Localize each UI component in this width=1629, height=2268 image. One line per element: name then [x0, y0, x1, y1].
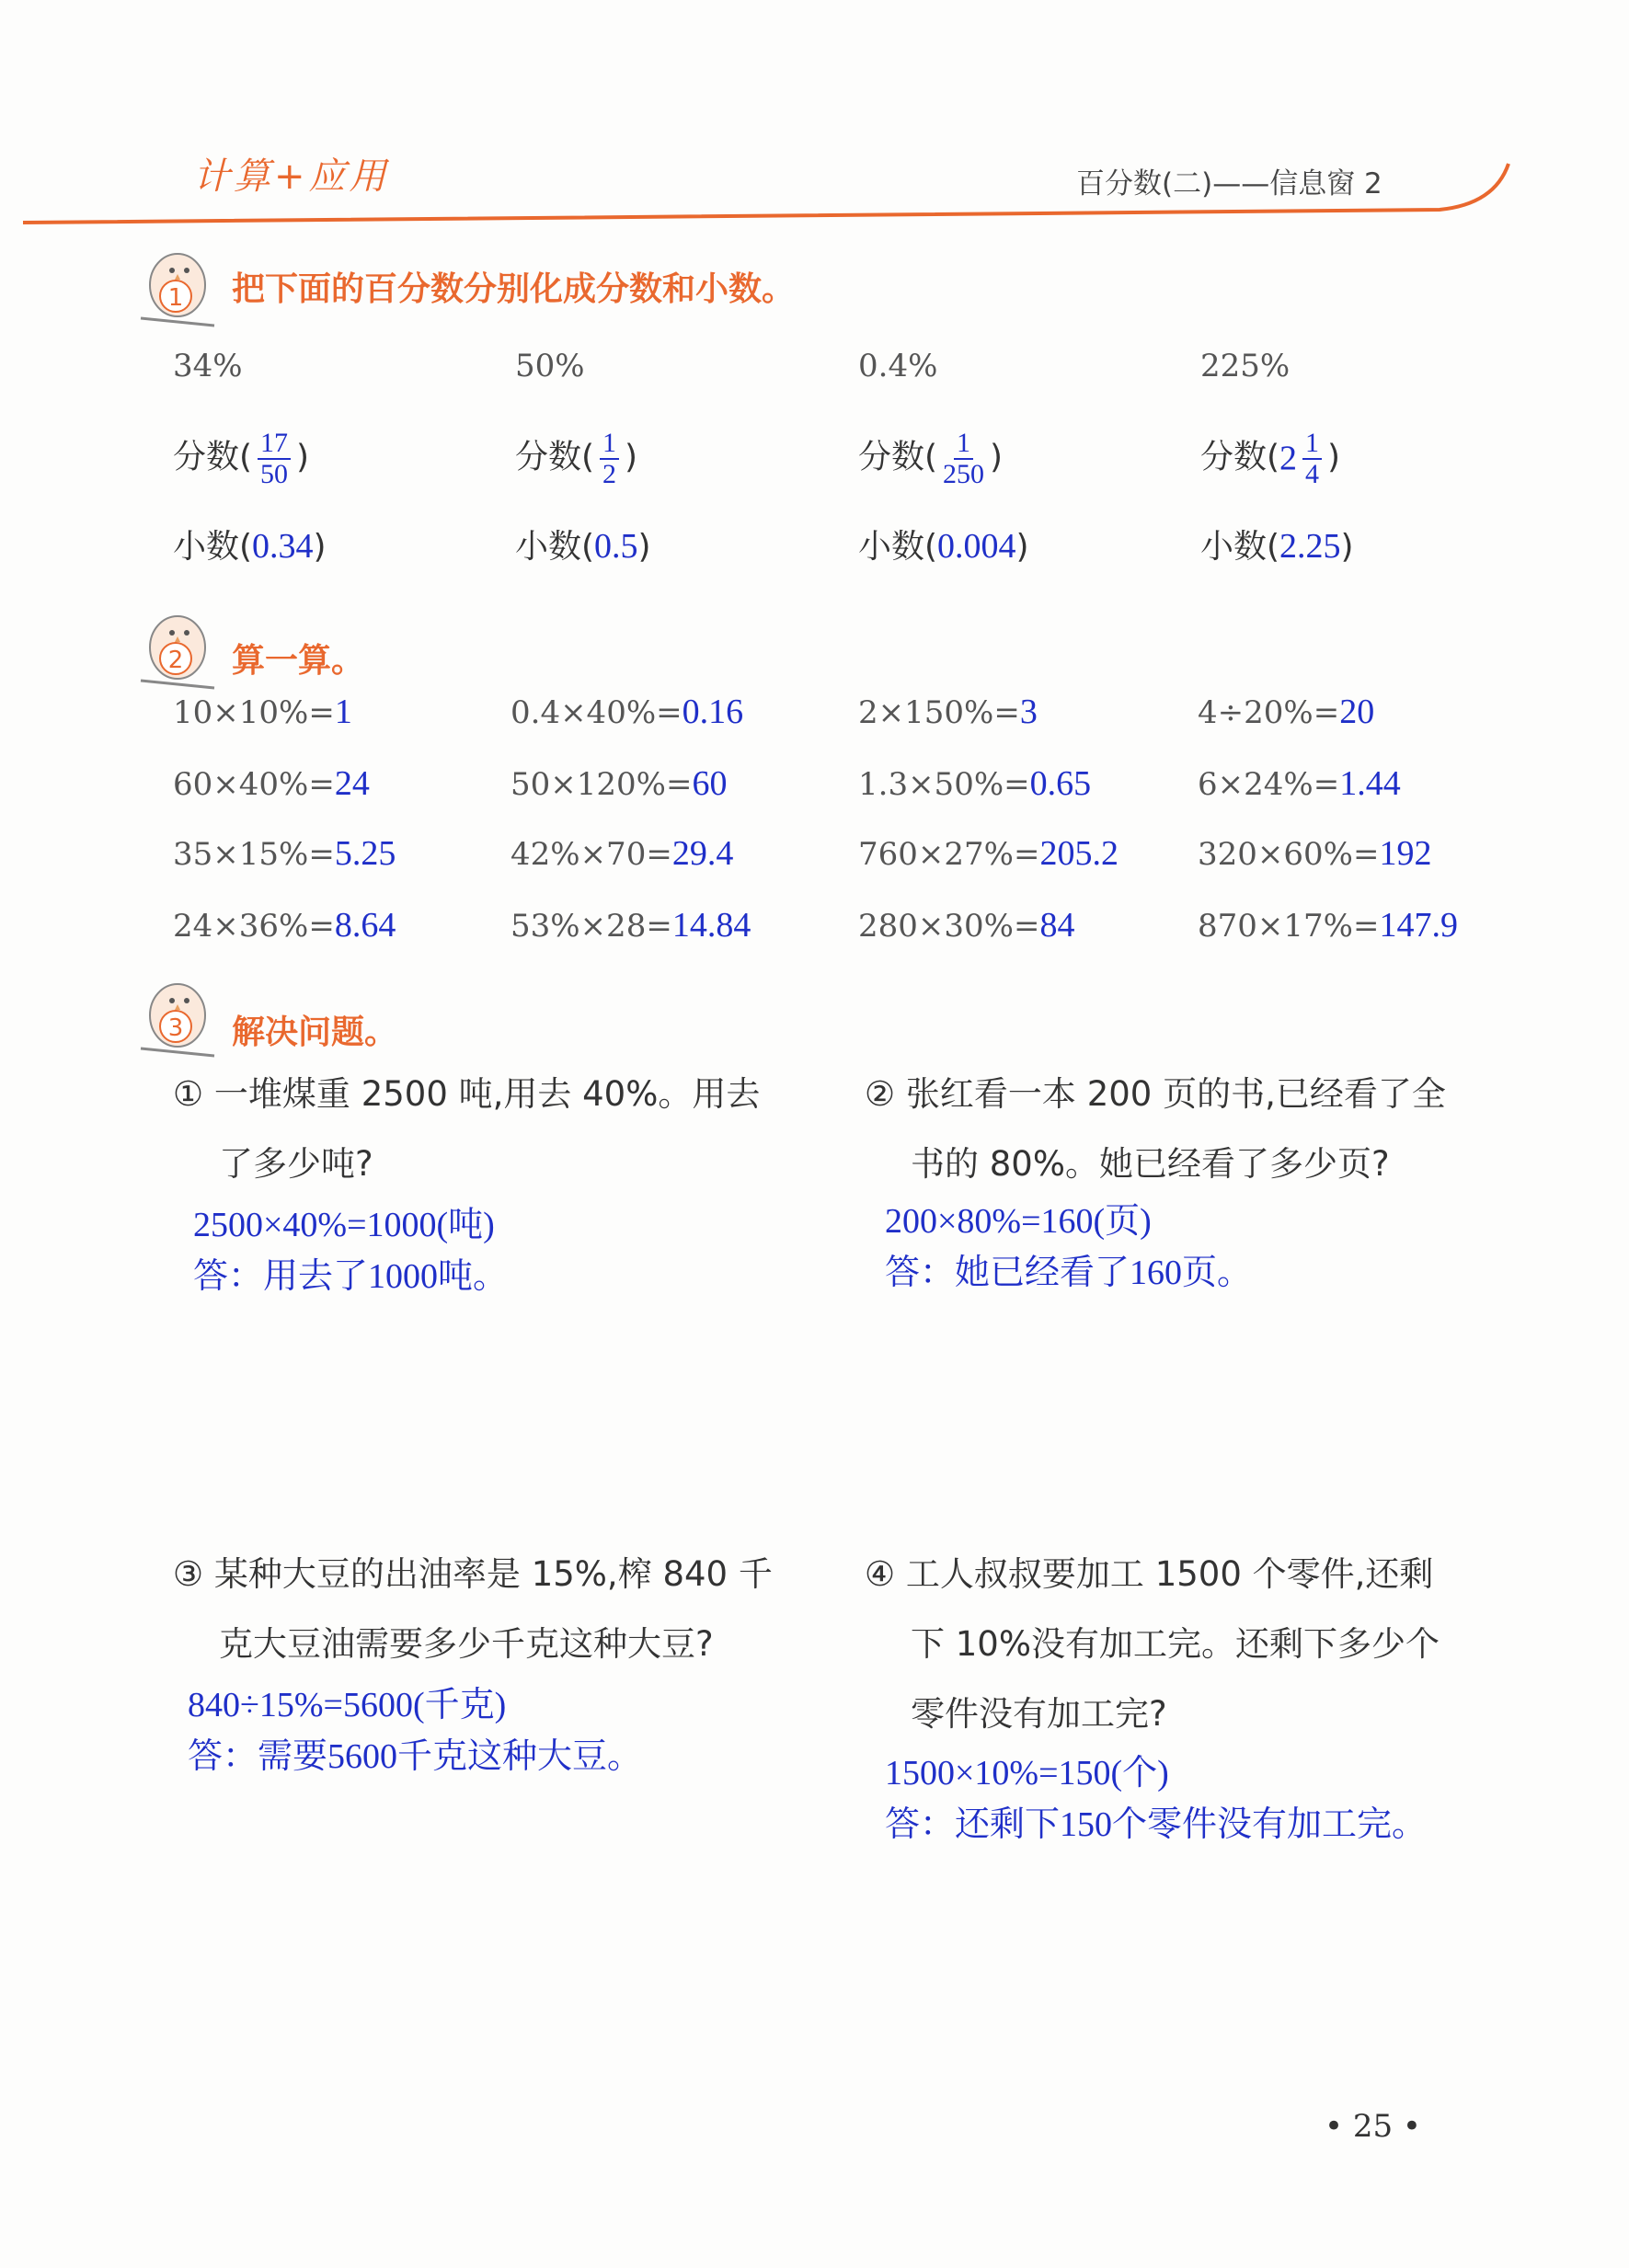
calculation-expression: 35×15%=	[173, 836, 335, 873]
calculation-answer: 24	[334, 764, 370, 803]
solution-3: 840÷15%=5600(千克) 答：需要5600千克这种大豆。	[188, 1686, 643, 1776]
calculation-expression: 4÷20%=	[1198, 694, 1340, 731]
percent-value: 225%	[1200, 348, 1291, 384]
calculation-item	[510, 905, 751, 945]
calculation-expression: 24×36%=	[173, 908, 335, 945]
calculation-item	[1198, 692, 1374, 732]
calculation-answer: 14.84	[671, 906, 751, 945]
solution-1: 2500×40%=1000(吨) 答：用去了1000吨。	[193, 1206, 509, 1296]
bird-icon	[133, 609, 218, 697]
solution-4: 1500×10%=150(个) 答：还剩下150个零件没有加工完。	[885, 1754, 1428, 1844]
calculation-item	[510, 833, 733, 874]
calculation-expression: 280×30%=	[858, 908, 1040, 945]
svg-text:2: 2	[167, 647, 184, 674]
calculation-expression: 42%×70=	[510, 836, 672, 873]
fraction: $\frac{1}{250}$	[943, 428, 985, 489]
calculation-answer: 8.64	[334, 906, 396, 945]
decimal-answer: 小数(0.004)	[858, 527, 1029, 566]
calculation-item	[1198, 763, 1401, 804]
calculation-answer: 29.4	[671, 834, 734, 873]
calculation-item	[858, 692, 1038, 732]
svg-text:3: 3	[167, 1014, 184, 1042]
fraction-answer: 分数( $\frac{17}{50}$ )	[173, 428, 310, 489]
calculation-item	[858, 763, 1091, 804]
fraction-answer: 分数(2 $\frac{1}{4}$ )	[1200, 428, 1341, 489]
calculation-answer: 3	[1019, 693, 1038, 731]
decimal-answer: 小数(0.34)	[173, 527, 327, 566]
calculation-item	[173, 763, 370, 804]
bird-icon	[133, 977, 218, 1065]
problem-2: ② 张红看一本 200 页的书,已经看了全 书的 80%。她已经看了多少页?	[865, 1074, 1446, 1184]
solution-2: 200×80%=160(页) 答：她已经看了160页。	[885, 1202, 1253, 1292]
calculation-expression: 6×24%=	[1198, 766, 1340, 803]
calculation-item	[173, 905, 396, 945]
percent-value: 0.4%	[858, 348, 938, 384]
page-number: • 25 •	[1325, 2108, 1421, 2145]
header-chapter: 百分数(二)——信息窗 2	[1076, 167, 1382, 200]
calculation-answer: 1	[334, 693, 352, 731]
calculation-answer: 5.25	[334, 834, 396, 873]
calculation-expression: 10×10%=	[173, 694, 335, 731]
fraction: $\frac{1}{2}$	[600, 429, 619, 488]
svg-text:1: 1	[167, 284, 184, 312]
percent-value: 34%	[173, 348, 243, 384]
decimal-answer: 小数(0.5)	[515, 527, 651, 566]
calculation-item	[510, 692, 743, 732]
problem-1: ① 一堆煤重 2500 吨,用去 40%。用去 了多少吨?	[173, 1074, 761, 1184]
calculation-answer: 20	[1339, 693, 1375, 731]
section-1-title: 把下面的百分数分别化成分数和小数。	[232, 270, 796, 308]
calculation-answer: 1.44	[1339, 764, 1401, 803]
header-category: 计算+应用	[193, 155, 390, 198]
calculation-item	[510, 763, 727, 804]
section-2-title: 算一算。	[232, 642, 365, 680]
calculation-item	[173, 692, 352, 732]
calculation-answer: 205.2	[1039, 834, 1119, 873]
calculation-expression: 2×150%=	[858, 694, 1020, 731]
calculation-expression: 320×60%=	[1198, 836, 1380, 873]
calculation-answer: 0.16	[682, 693, 744, 731]
calculation-answer: 147.9	[1379, 906, 1458, 945]
fraction-answer: 分数( $\frac{1}{250}$ )	[858, 428, 1004, 489]
calculation-answer: 192	[1379, 834, 1432, 873]
calculation-expression: 1.3×50%=	[858, 766, 1030, 803]
calculation-expression: 760×27%=	[858, 836, 1040, 873]
fraction: $\frac{17}{50}$	[258, 429, 291, 488]
calculation-answer: 60	[692, 764, 728, 803]
calculation-expression: 870×17%=	[1198, 908, 1380, 945]
calculation-expression: 60×40%=	[173, 766, 335, 803]
fraction: $\frac{1}{4}$	[1302, 429, 1322, 488]
calculation-item	[173, 833, 396, 874]
fraction-answer: 分数( $\frac{1}{2}$ )	[515, 428, 638, 489]
calculation-item	[858, 905, 1074, 945]
calculation-answer: 84	[1039, 906, 1075, 945]
problem-3: ③ 某种大豆的出油率是 15%,榨 840 千 克大豆油需要多少千克这种大豆?	[173, 1554, 773, 1664]
calculation-expression: 53%×28=	[510, 908, 672, 945]
section-3-title: 解决问题。	[232, 1014, 398, 1051]
problem-4: ④ 工人叔叔要加工 1500 个零件,还剩 下 10%没有加工完。还剩下多少个 零件没有加工完?	[865, 1554, 1440, 1734]
calculation-expression: 50×120%=	[510, 766, 693, 803]
calculation-answer: 0.65	[1029, 764, 1092, 803]
calculation-expression: 0.4×40%=	[510, 694, 683, 731]
header-divider	[23, 156, 1513, 225]
calculation-item	[858, 833, 1119, 874]
bird-icon	[133, 246, 218, 335]
decimal-answer: 小数(2.25)	[1200, 527, 1354, 566]
calculation-item	[1198, 905, 1458, 945]
percent-value: 50%	[515, 348, 585, 384]
calculation-item	[1198, 833, 1431, 874]
